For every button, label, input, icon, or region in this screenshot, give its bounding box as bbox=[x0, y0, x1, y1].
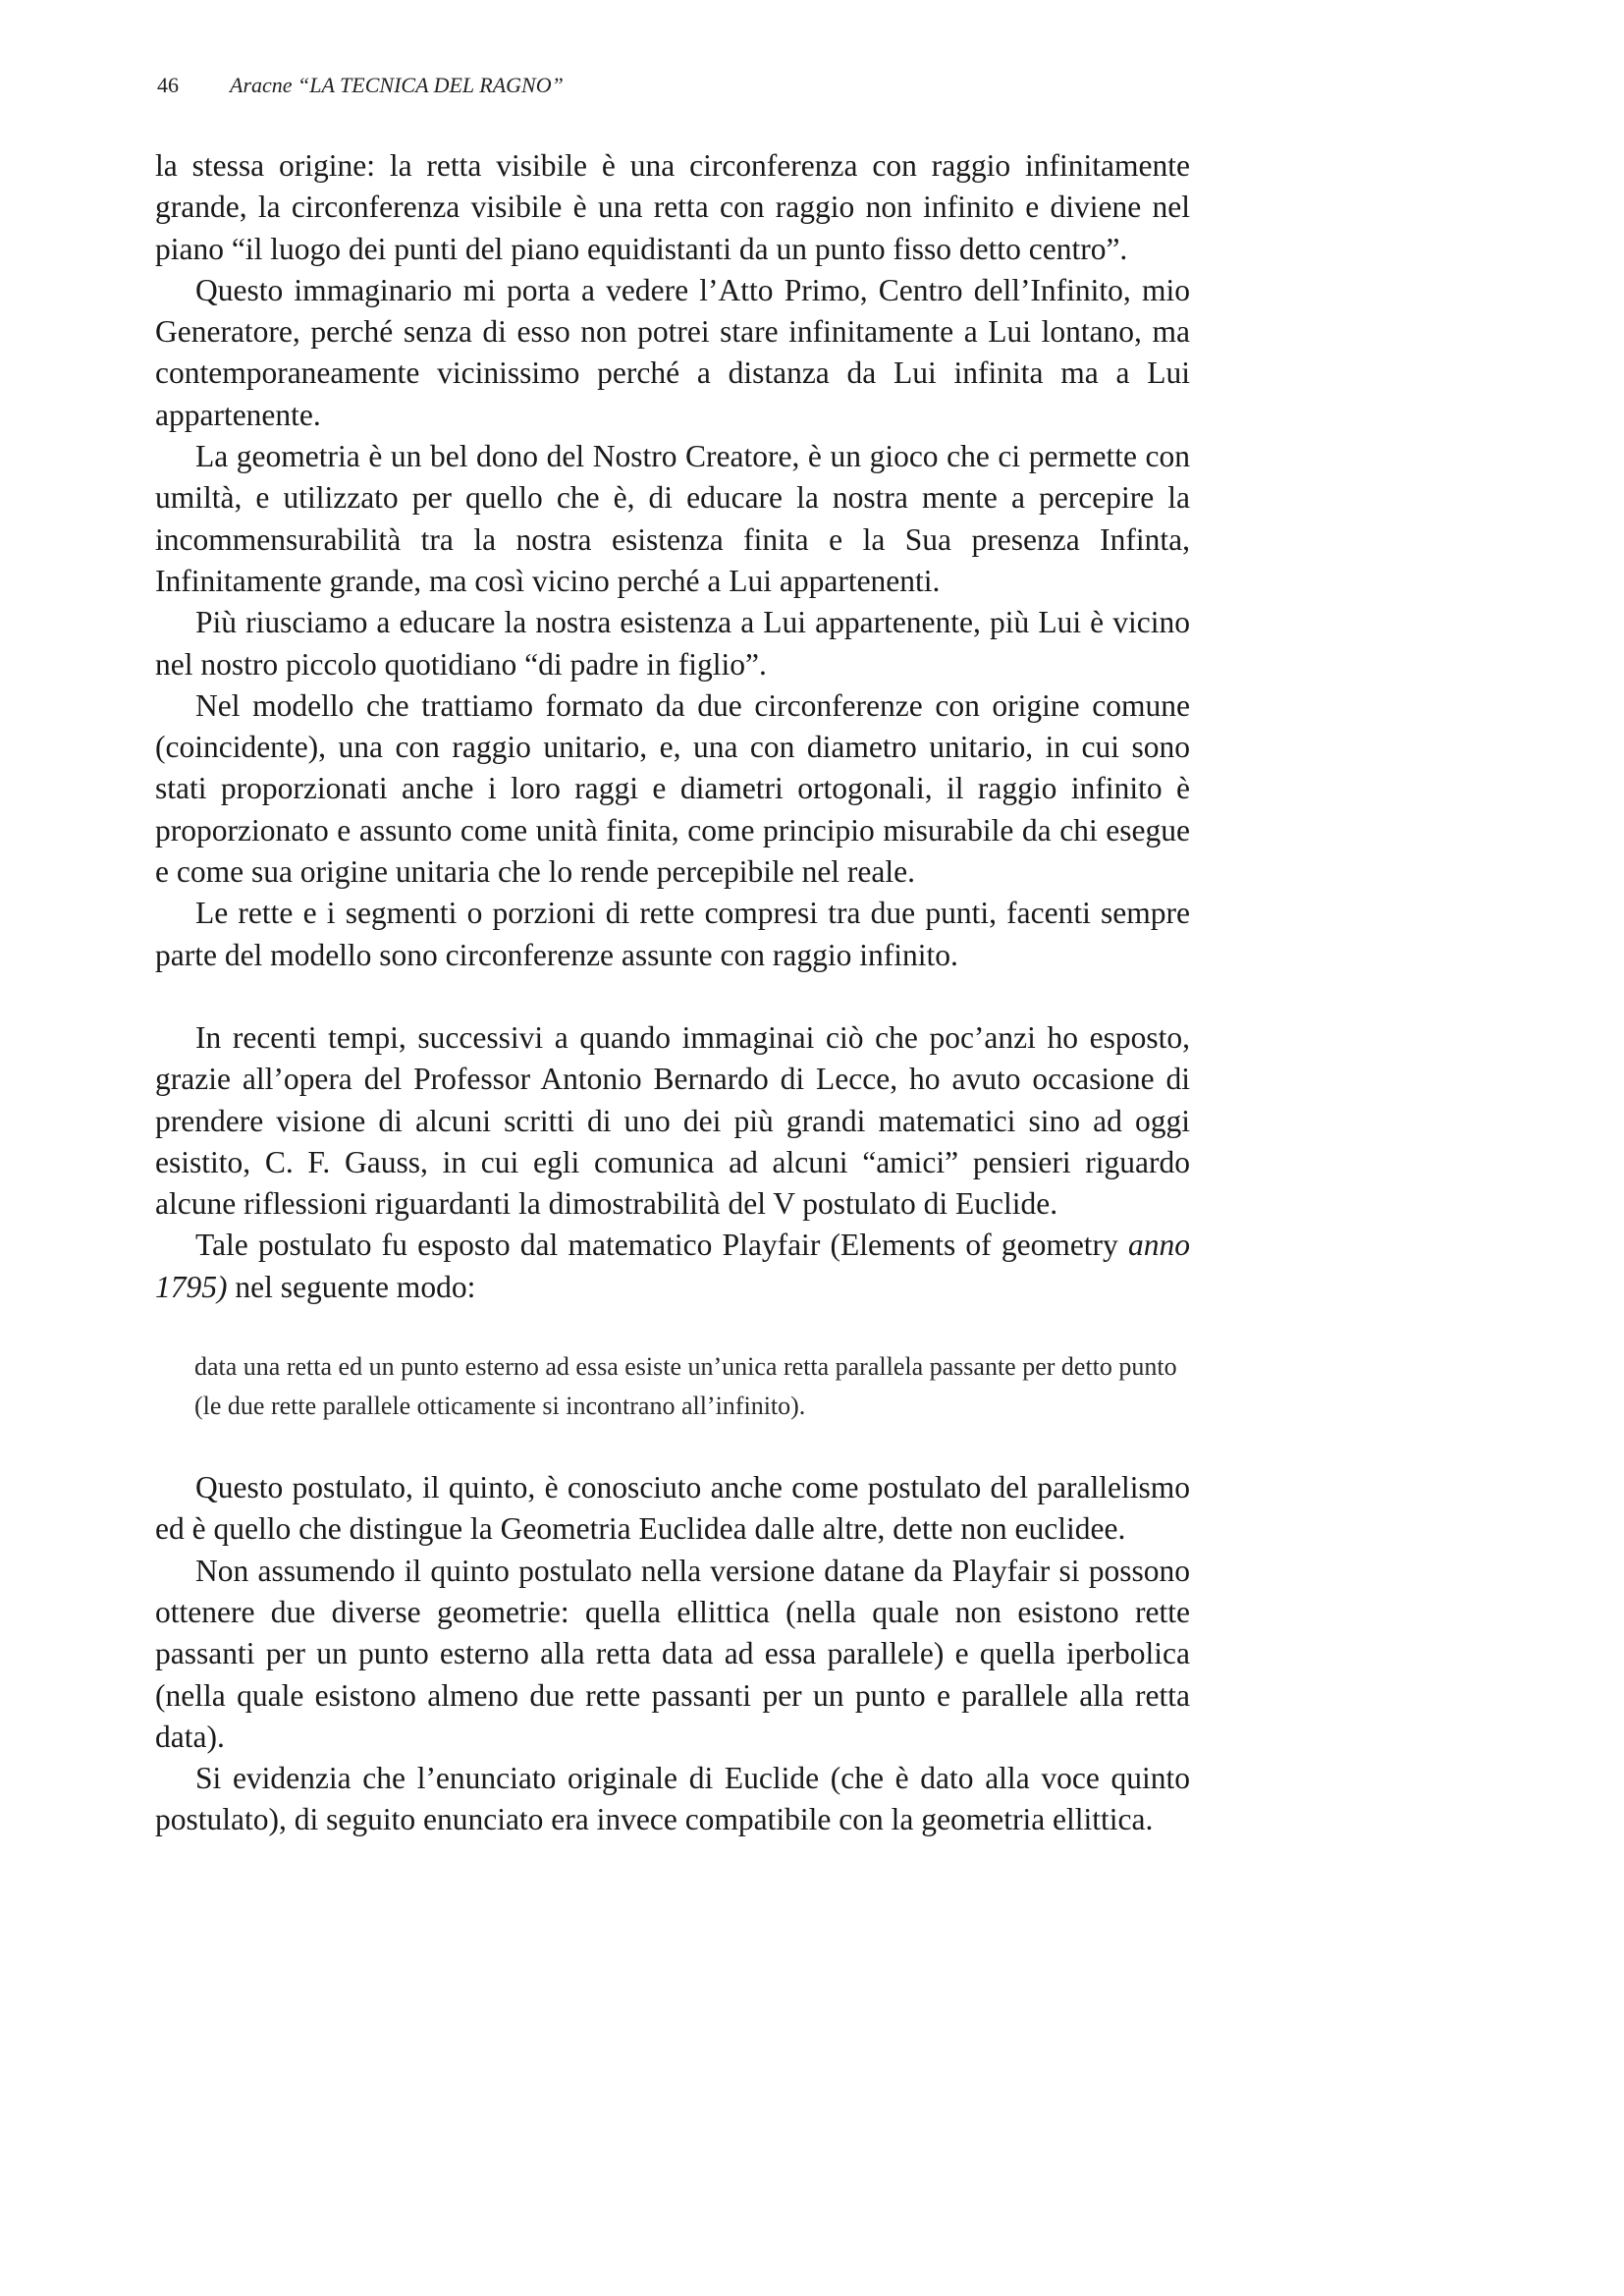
paragraph-8-italic: anno 1795) bbox=[155, 1228, 1190, 1304]
paragraph-5: Nel modello che trattiamo formato da due circonferenze con origine comune (coincidente), una con raggio unitario, e, una con diametro unitario, in cui sono stati proporzionati anche i loro raggi e diametri ortogonali, il raggio infinito è proporzionato e assunto come unità finita, come principio misurabile da chi esegue e come sua origine unitaria che lo rende percepibile nel reale. bbox=[155, 687, 1190, 890]
running-header bbox=[157, 73, 564, 98]
paragraph-2: Questo immaginario mi porta a vedere l’Atto Primo, Centro dell’Infinito, mio Generatore, perché senza di esso non potrei stare infinitamente a Lui lontano, ma contemporaneamente vicinissimo perché a distanza da Lui infinita ma a Lui appartenente. bbox=[155, 272, 1190, 432]
running-title: Aracne “LA TECNICA DEL RAGNO” bbox=[230, 73, 564, 97]
paragraph-7: In recenti tempi, successivi a quando immaginai ciò che poc’anzi ho esposto, grazie all’opera del Professor Antonio Bernardo di Lecce, ho avuto occasione di prendere visione di alcuni scritti di uno dei più grandi matematici sino ad oggi esistito, C. F. Gauss, in cui egli comunica ad alcuni “amici” pensieri riguardo alcune riflessioni riguardanti la dimostrabilità del V postulato di Euclide. bbox=[155, 1019, 1190, 1222]
postulate-quote: data una retta ed un punto esterno ad essa esiste un’unica retta parallela passante per detto punto (le due rette parallele otticamente si incontrano all’infinito). bbox=[194, 1352, 1177, 1421]
paragraph-6: Le rette e i segmenti o porzioni di rette compresi tra due punti, facenti sempre parte del modello sono circonferenze assunte con raggio infinito. bbox=[155, 896, 1190, 972]
paragraph-9: Questo postulato, il quinto, è conosciuto anche come postulato del parallelismo ed è quello che distingue la Geometria Euclidea dalle altre, dette non euclidee. bbox=[155, 1470, 1190, 1547]
paragraph-1: la stessa origine: la retta visibile è una circonferenza con raggio infinitamente grande, la circonferenza visibile è una retta con raggio non infinito e diviene nel piano “il luogo dei punti del piano equidistanti da un punto fisso detto centro”. bbox=[155, 148, 1190, 266]
paragraph-3: La geometria è un bel dono del Nostro Creatore, è un gioco che ci permette con umiltà, e utilizzato per quello che è, di educare la nostra mente a percepire la incommensurabilità tra la nostra esistenza finita e la Sua presenza Infinta, Infinitamente grande, ma così vicino perché a Lui appartenenti. bbox=[155, 439, 1190, 598]
paragraph-8 bbox=[155, 1225, 1190, 1308]
paragraph-11: Si evidenzia che l’enunciato originale di Euclide (che è dato alla voce quinto postulato), di seguito enunciato era invece compatibile con la geometria ellittica. bbox=[155, 1761, 1190, 1837]
paragraph-4: Più riusciamo a educare la nostra esistenza a Lui appartenente, più Lui è vicino nel nostro piccolo quotidiano “di padre in figlio”. bbox=[155, 605, 1190, 682]
page-number: 46 bbox=[157, 73, 179, 97]
paragraph-8-text-a: Tale postulato fu esposto dal matematico Playfair (Elements of geometry bbox=[195, 1228, 1128, 1263]
paragraph-8-text-b: nel seguente modo: bbox=[227, 1269, 476, 1304]
paragraph-10: Non assumendo il quinto postulato nella versione datane da Playfair si possono ottenere due diverse geometrie: quella ellittica (nella quale non esistono rette passanti per un punto esterno alla retta data ad essa parallele) e quella iperbolica (nella quale esistono almeno due rette passanti per un punto e parallele alla retta data). bbox=[155, 1553, 1190, 1754]
body-text bbox=[155, 145, 1190, 1841]
